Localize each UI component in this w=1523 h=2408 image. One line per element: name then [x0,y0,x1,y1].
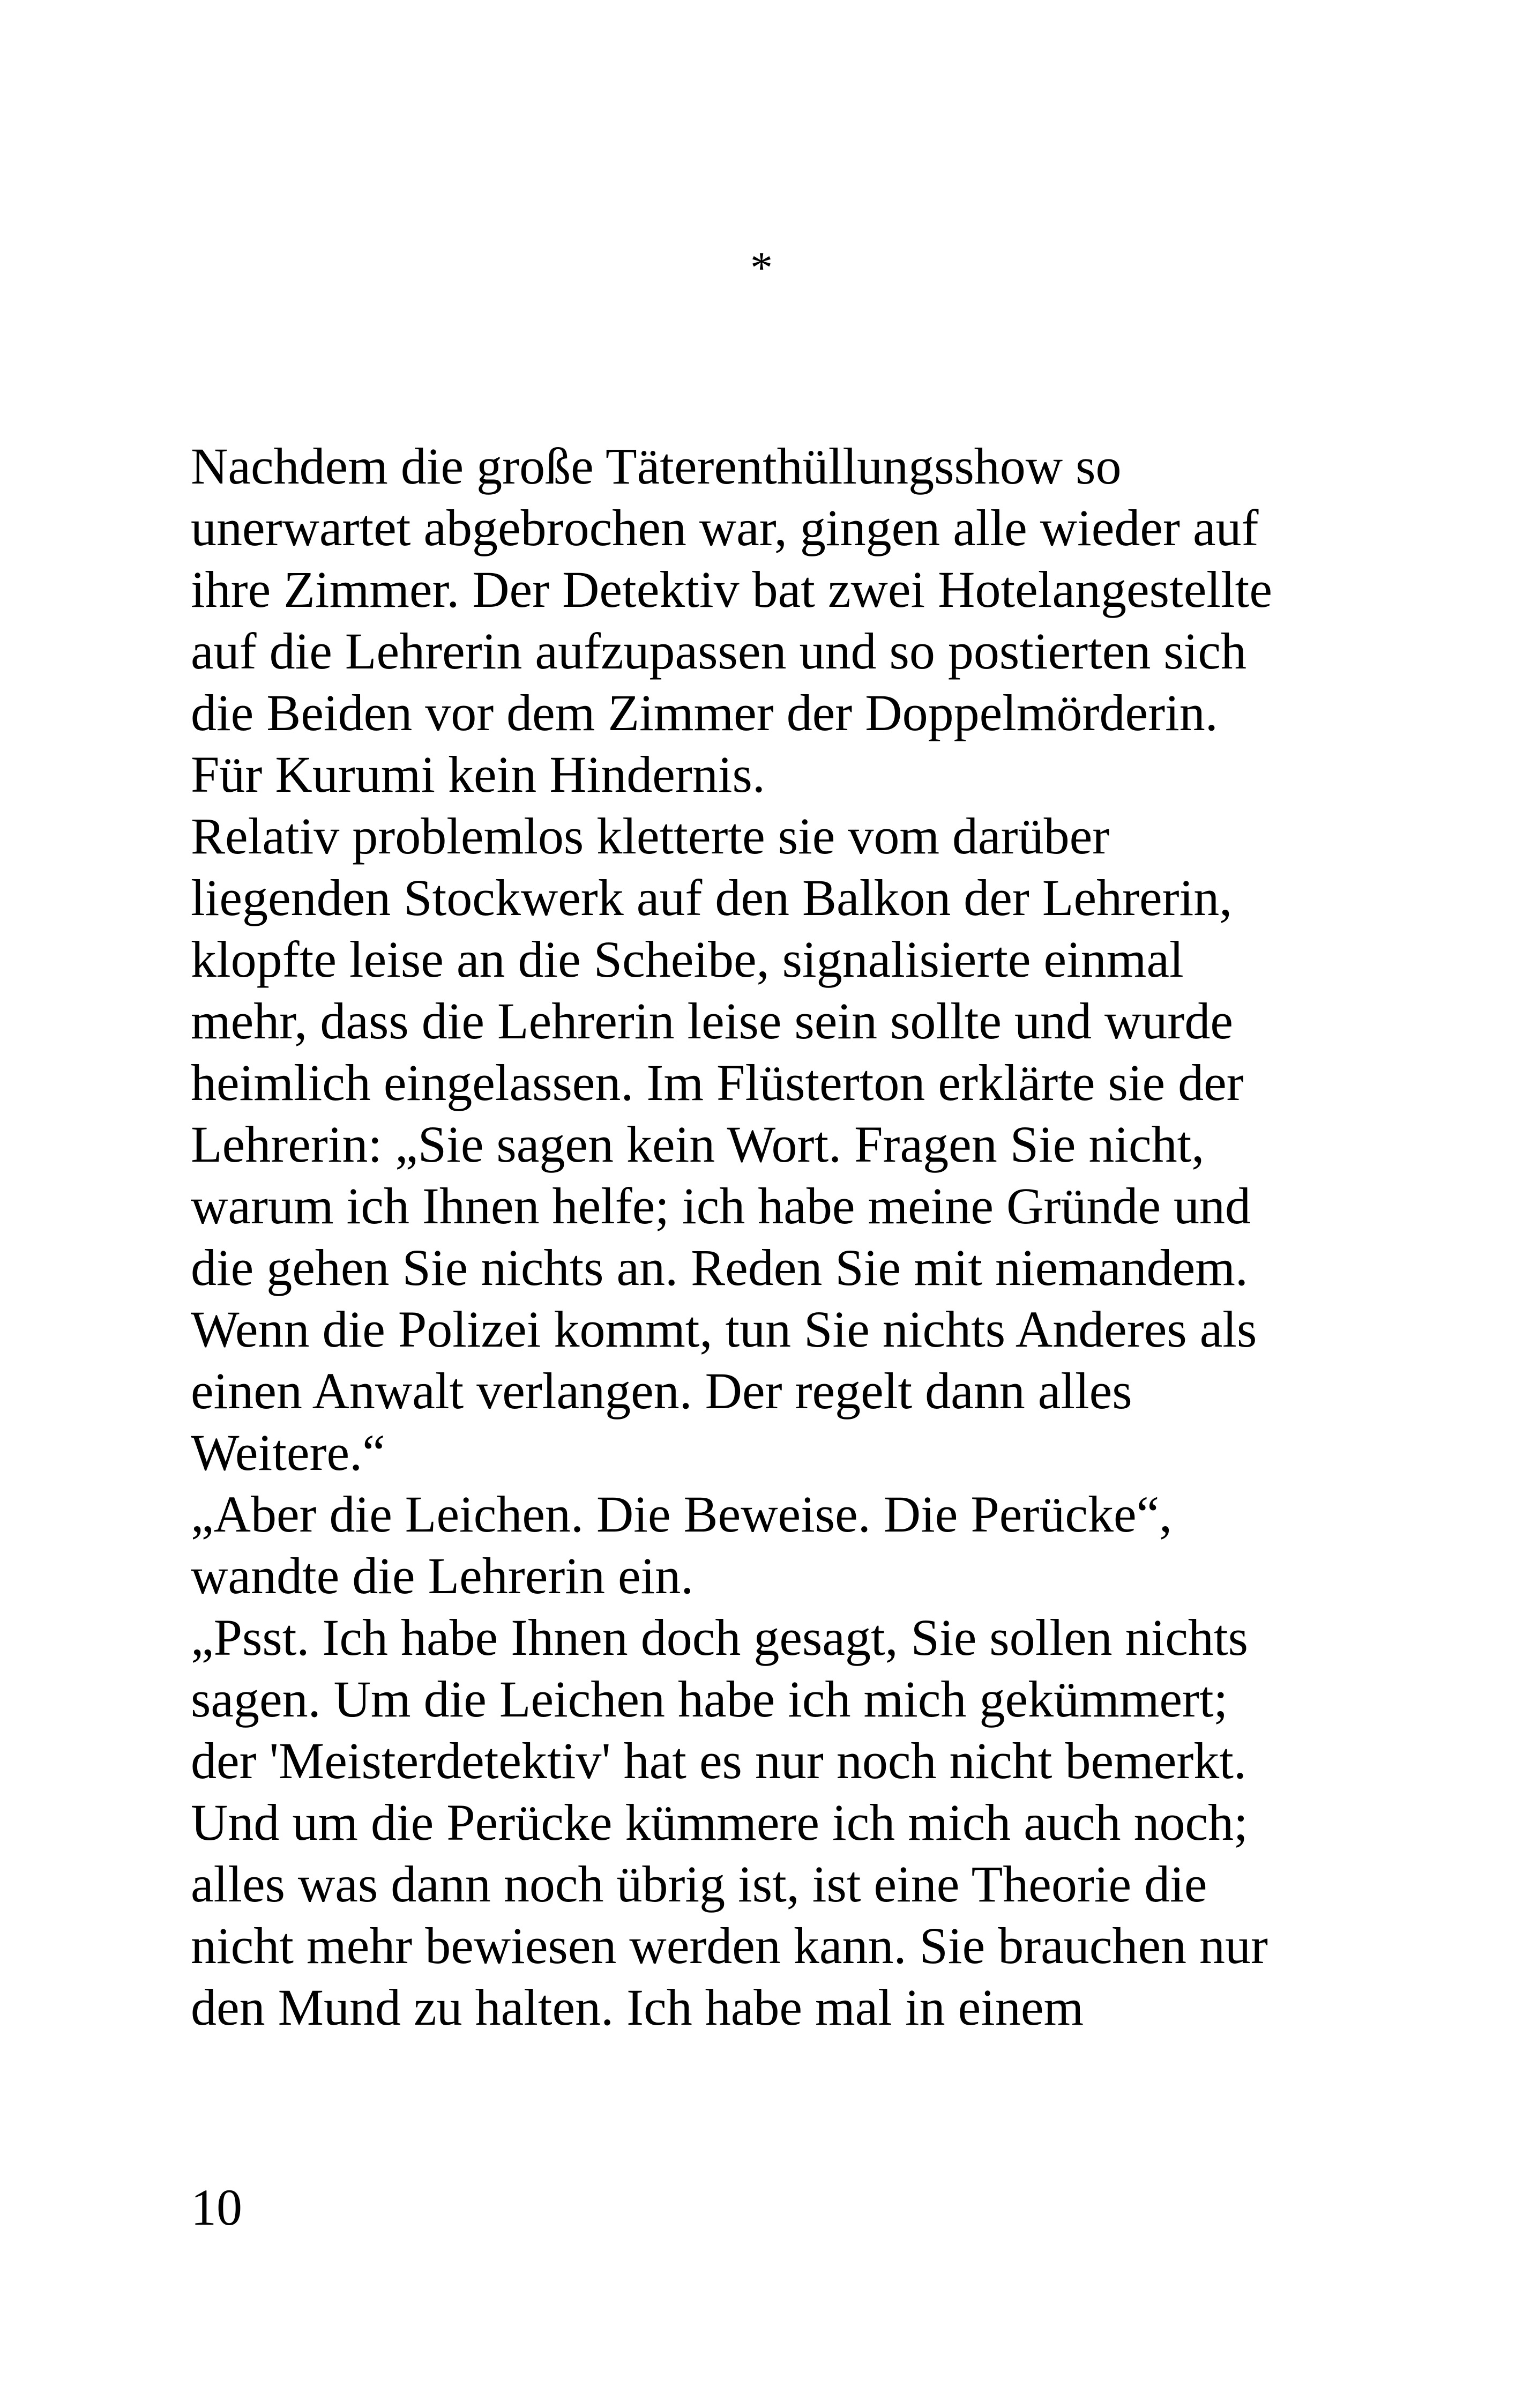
text-line: Relativ problemlos kletterte sie vom darüber [191,807,1110,865]
text-line: den Mund zu halten. Ich habe mal in einem [191,1979,1084,2036]
text-line: Weitere.“ [191,1424,385,1481]
text-line: nicht mehr bewiesen werden kann. Sie brauchen nur [191,1917,1268,1974]
text-line: ihre Zimmer. Der Detektiv bat zwei Hotelangestellte [191,561,1272,618]
text-line: unerwartet abgebrochen war, gingen alle wieder auf [191,499,1259,556]
text-line: Wenn die Polizei kommt, tun Sie nichts Anderes als [191,1300,1257,1358]
text-line: sagen. Um die Leichen habe ich mich gekümmert; [191,1670,1228,1728]
section-separator: * [750,243,773,293]
text-line: „Psst. Ich habe Ihnen doch gesagt, Sie sollen nichts [191,1609,1248,1666]
text-line: klopfte leise an die Scheibe, signalisierte einmal [191,931,1184,988]
text-line: mehr, dass die Lehrerin leise sein sollte und wurde [191,992,1233,1050]
body-text [191,435,1423,2038]
text-line: Nachdem die große Täterenthüllungsshow so [191,437,1122,495]
text-line: der 'Meisterdetektiv' hat es nur noch nicht bemerkt. [191,1732,1246,1789]
text-line: Und um die Perücke kümmere ich mich auch noch; [191,1794,1248,1851]
text-line: einen Anwalt verlangen. Der regelt dann alles [191,1362,1132,1419]
text-line: auf die Lehrerin aufzupassen und so postierten sich [191,622,1247,680]
text-line: die Beiden vor dem Zimmer der Doppelmörderin. [191,684,1218,741]
text-line: heimlich eingelassen. Im Flüsterton erklärte sie der [191,1054,1244,1111]
text-line: „Aber die Leichen. Die Beweise. Die Perücke“, [191,1485,1173,1543]
text-line: liegenden Stockwerk auf den Balkon der Lehrerin, [191,869,1233,926]
text-line: die gehen Sie nichts an. Reden Sie mit niemandem. [191,1239,1248,1296]
text-line: Für Kurumi kein Hindernis. [191,746,765,803]
text-line: alles was dann noch übrig ist, ist eine Theorie die [191,1855,1207,1913]
text-line: wandte die Lehrerin ein. [191,1547,694,1604]
text-line: warum ich Ihnen helfe; ich habe meine Gründe und [191,1177,1251,1235]
text-line: Lehrerin: „Sie sagen kein Wort. Fragen Sie nicht, [191,1116,1205,1173]
page-number: 10 [191,2179,242,2236]
